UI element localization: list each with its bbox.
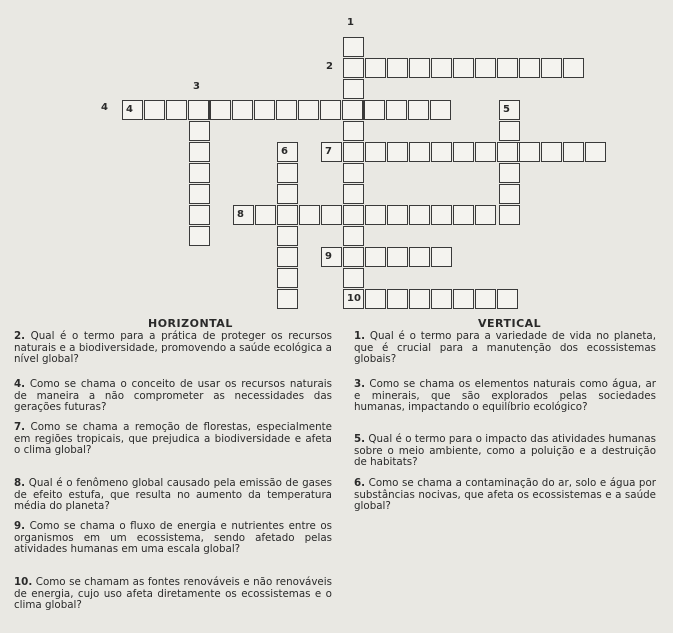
crossword-cell[interactable] xyxy=(277,226,298,246)
crossword-cell[interactable] xyxy=(563,142,584,162)
crossword-cell[interactable] xyxy=(343,247,364,267)
clue-number-label-2: 2 xyxy=(326,61,333,72)
crossword-cell[interactable] xyxy=(475,58,496,78)
crossword-cell[interactable] xyxy=(409,205,430,225)
crossword-cell[interactable] xyxy=(364,100,385,120)
clue-text: Qual é o termo para a variedade de vida no planeta, que é crucial para a manutenção dos ecossistemas globais? xyxy=(354,330,657,366)
clue-number-label-8: 8 xyxy=(237,209,244,220)
crossword-cell[interactable] xyxy=(541,58,562,78)
crossword-cell[interactable] xyxy=(387,58,408,78)
crossword-cell[interactable] xyxy=(475,205,496,225)
clue-horizontal-10 xyxy=(14,577,332,612)
crossword-cell[interactable] xyxy=(343,205,364,225)
crossword-cell[interactable] xyxy=(321,247,342,267)
crossword-cell[interactable] xyxy=(519,58,540,78)
clue-number: 1. xyxy=(354,330,366,342)
crossword-cell[interactable] xyxy=(499,184,520,204)
crossword-cell[interactable] xyxy=(431,289,452,309)
crossword-cell[interactable] xyxy=(188,100,209,120)
crossword-cell[interactable] xyxy=(585,142,606,162)
crossword-cell[interactable] xyxy=(409,289,430,309)
crossword-cell[interactable] xyxy=(144,100,165,120)
clue-number-label-4: 4 xyxy=(101,102,108,113)
crossword-cell[interactable] xyxy=(342,100,363,120)
crossword-cell[interactable] xyxy=(431,58,452,78)
crossword-cell[interactable] xyxy=(343,268,364,288)
crossword-cell[interactable] xyxy=(233,205,254,225)
clue-horizontal-7 xyxy=(14,422,332,457)
crossword-cell[interactable] xyxy=(409,58,430,78)
crossword-cell[interactable] xyxy=(321,205,342,225)
clue-number: 6. xyxy=(354,477,366,489)
clue-text: Qual é o termo para a prática de proteger os recursos naturais e a biodiversidade, promovendo a saúde ecológica a nível global? xyxy=(14,330,332,366)
crossword-cell[interactable] xyxy=(453,289,474,309)
crossword-cell[interactable] xyxy=(189,184,210,204)
crossword-cell[interactable] xyxy=(387,289,408,309)
clue-text: Como se chama o conceito de usar os recursos naturais de maneira a não comprometer as necessidades das gerações futuras? xyxy=(14,378,332,414)
clue-horizontal-9 xyxy=(14,521,332,556)
crossword-cell[interactable] xyxy=(189,163,210,183)
crossword-cell[interactable] xyxy=(453,142,474,162)
crossword-cell[interactable] xyxy=(453,58,474,78)
crossword-cell[interactable] xyxy=(499,163,520,183)
crossword-cell[interactable] xyxy=(430,100,451,120)
clue-number-label-7: 7 xyxy=(325,146,332,157)
crossword-cell[interactable] xyxy=(387,247,408,267)
crossword-cell[interactable] xyxy=(277,142,298,162)
crossword-cell[interactable] xyxy=(254,100,275,120)
crossword-cell[interactable] xyxy=(453,205,474,225)
clue-number: 9. xyxy=(14,520,26,532)
crossword-cell[interactable] xyxy=(343,184,364,204)
crossword-cell[interactable] xyxy=(166,100,187,120)
clue-horizontal-8 xyxy=(14,478,332,513)
crossword-cell[interactable] xyxy=(189,205,210,225)
crossword-cell[interactable] xyxy=(497,58,518,78)
crossword-cell[interactable] xyxy=(541,142,562,162)
clue-text: Qual é o termo para o impacto das atividades humanas sobre o meio ambiente, como a poluição e a destruição de habitats? xyxy=(354,433,656,469)
crossword-cell[interactable] xyxy=(277,268,298,288)
vertical-heading: VERTICAL xyxy=(478,317,542,330)
clue-number-label-3: 3 xyxy=(193,81,200,92)
clue-text: Como se chamam as fontes renováveis e não renováveis de energia, cujo uso afeta diretamente os ecossistemas e o clima global? xyxy=(14,576,332,612)
crossword-cell[interactable] xyxy=(365,247,386,267)
clue-text: Como se chama a remoção de florestas, especialmente em regiões tropicais, que prejudica a biodiversidade e afeta o clima global? xyxy=(14,421,332,457)
clue-number-label-9: 9 xyxy=(325,251,332,262)
crossword-cell[interactable] xyxy=(387,142,408,162)
crossword-cell[interactable] xyxy=(499,100,520,120)
crossword-cell[interactable] xyxy=(321,142,342,162)
crossword-cell[interactable] xyxy=(343,142,364,162)
crossword-cell[interactable] xyxy=(387,205,408,225)
clue-vertical-6 xyxy=(354,478,656,513)
crossword-cell[interactable] xyxy=(365,58,386,78)
crossword-cell[interactable] xyxy=(189,226,210,246)
crossword-cell[interactable] xyxy=(343,37,364,57)
crossword-cell[interactable] xyxy=(519,142,540,162)
clue-text: Como se chama a contaminação do ar, solo e água por substâncias nocivas, que afeta os ecossistemas e a saúde global? xyxy=(354,477,657,513)
crossword-cell[interactable] xyxy=(343,226,364,246)
clue-text: Como se chama o fluxo de energia e nutrientes entre os organismos em um ecossistema, sendo afetado pelas atividades humanas em uma escala global? xyxy=(14,520,332,556)
crossword-cell[interactable] xyxy=(409,142,430,162)
clue-number: 7. xyxy=(14,421,26,433)
crossword-cell[interactable] xyxy=(497,142,518,162)
clue-horizontal-4 xyxy=(14,379,332,414)
crossword-cell[interactable] xyxy=(499,205,520,225)
crossword-cell[interactable] xyxy=(408,100,429,120)
crossword-cell[interactable] xyxy=(365,205,386,225)
crossword-cell[interactable] xyxy=(277,184,298,204)
crossword-cell[interactable] xyxy=(475,142,496,162)
clue-text: Qual é o fenômeno global causado pela emissão de gases de efeito estufa, que resulta no aumento da temperatura média do planeta? xyxy=(14,477,332,513)
clue-number: 5. xyxy=(354,433,366,445)
horizontal-heading: HORIZONTAL xyxy=(148,317,233,330)
clue-number: 2. xyxy=(14,330,26,342)
clue-number-label-1: 1 xyxy=(347,17,354,28)
crossword-grid xyxy=(0,0,673,315)
crossword-cell[interactable] xyxy=(232,100,253,120)
crossword-cell[interactable] xyxy=(365,142,386,162)
crossword-cell[interactable] xyxy=(343,163,364,183)
crossword-cell[interactable] xyxy=(563,58,584,78)
crossword-cell[interactable] xyxy=(320,100,341,120)
crossword-cell[interactable] xyxy=(210,100,231,120)
clue-horizontal-2 xyxy=(14,331,332,366)
clue-number: 3. xyxy=(354,378,366,390)
crossword-cell[interactable] xyxy=(343,289,364,309)
clue-vertical-5 xyxy=(354,434,656,469)
crossword-cell[interactable] xyxy=(386,100,407,120)
crossword-cell[interactable] xyxy=(343,121,364,141)
crossword-cell[interactable] xyxy=(299,205,320,225)
crossword-cell[interactable] xyxy=(255,205,276,225)
crossword-cell[interactable] xyxy=(431,247,452,267)
crossword-cell[interactable] xyxy=(499,121,520,141)
crossword-cell[interactable] xyxy=(365,289,386,309)
crossword-cell[interactable] xyxy=(277,163,298,183)
clue-vertical-1 xyxy=(354,331,656,366)
crossword-cell[interactable] xyxy=(276,100,297,120)
clue-number: 10. xyxy=(14,576,33,588)
clue-number-label-6: 6 xyxy=(281,146,288,157)
clue-number-label-5: 5 xyxy=(503,104,510,115)
crossword-cell[interactable] xyxy=(431,142,452,162)
clue-number: 4. xyxy=(14,378,26,390)
crossword-cell[interactable] xyxy=(343,79,364,99)
crossword-cell[interactable] xyxy=(298,100,319,120)
crossword-cell[interactable] xyxy=(122,100,143,120)
crossword-cell[interactable] xyxy=(431,205,452,225)
crossword-cell[interactable] xyxy=(277,289,298,309)
clue-number: 8. xyxy=(14,477,26,489)
clue-text: Como se chama os elementos naturais como água, ar e minerais, que são explorados pelas sociedades humanas, impactando o equilíbrio ecológico? xyxy=(354,378,656,414)
clue-vertical-3 xyxy=(354,379,656,414)
clue-number-label-10: 10 xyxy=(347,293,361,304)
clue-number-label-4: 4 xyxy=(126,104,133,115)
crossword-cell[interactable] xyxy=(343,58,364,78)
crossword-cell[interactable] xyxy=(277,205,298,225)
crossword-cell[interactable] xyxy=(497,289,518,309)
crossword-cell[interactable] xyxy=(189,142,210,162)
crossword-cell[interactable] xyxy=(475,289,496,309)
crossword-cell[interactable] xyxy=(189,121,210,141)
crossword-cell[interactable] xyxy=(277,247,298,267)
crossword-cell[interactable] xyxy=(409,247,430,267)
